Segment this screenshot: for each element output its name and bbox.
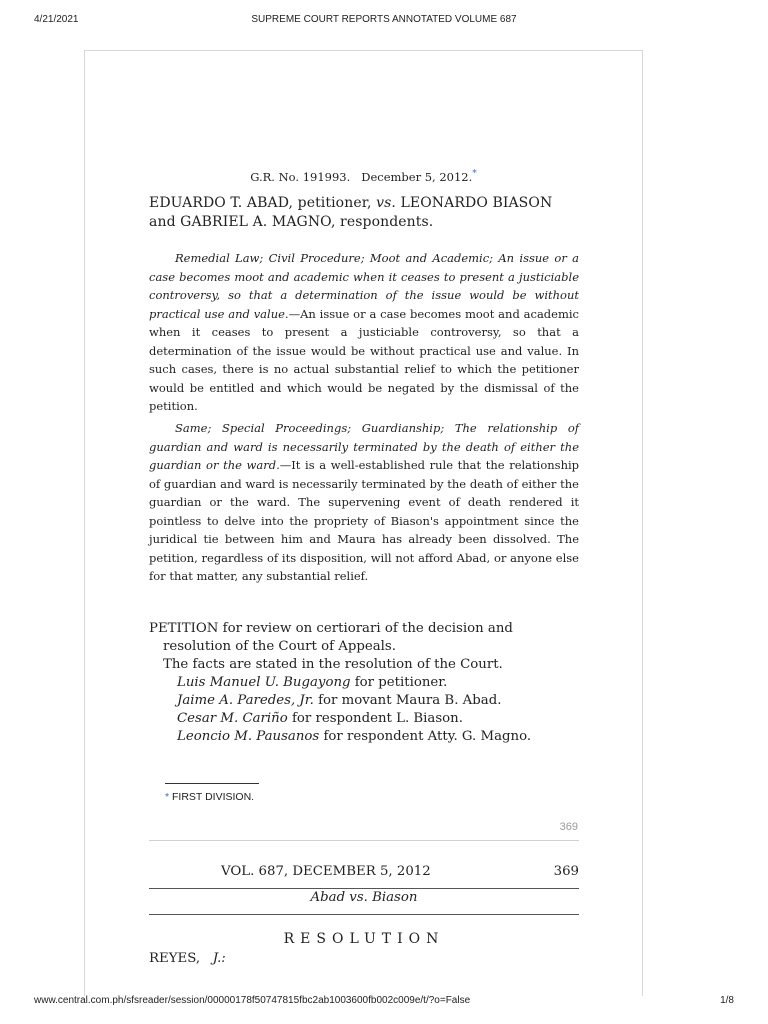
page-number: 369 — [559, 821, 578, 833]
print-footer — [0, 995, 768, 1015]
running-head-page: 369 — [553, 864, 579, 879]
case-number-line — [85, 169, 642, 184]
footnote-ref[interactable]: * — [472, 169, 477, 179]
gr-number: G.R. No. 191993. — [250, 169, 351, 184]
case-parties: EDUARDO T. ABAD, petitioner, vs. LEONARDO BIASON and GABRIEL A. MAGNO, respondents. — [149, 195, 553, 230]
counsel-line: Luis Manuel U. Bugayong for petitioner. — [177, 675, 448, 690]
decision-date: December 5, 2012. — [361, 169, 473, 184]
footnote-divider — [165, 783, 259, 784]
footnote-text: FIRST DIVISION. — [169, 791, 255, 803]
running-head — [149, 864, 579, 882]
footnote — [165, 791, 254, 803]
page-url: www.central.com.ph/sfsreader/session/00000178f50747815fbc2ab1003600fb002c009e/t/?o=False — [34, 995, 471, 1006]
document-page — [84, 50, 643, 996]
syllabus-body: —An issue or a case becomes moot and academic when it ceases to present a justiciable controversy, so that a determination of the issue would be without practical use and value. In such cases, there is no actual substantial relief to which the petitioner would be entitled and which would be negated by the dismissal of the petition. — [149, 306, 579, 413]
syllabus-paragraph — [149, 249, 579, 416]
petition-line: PETITION for review on certiorari of the decision and — [149, 621, 513, 636]
syllabus-heading: Remedial Law; Civil Procedure; Moot and Academic; An issue or a case becomes moot and academic when it ceases to present a justiciable controversy, so that a determination of the issue would be without practical use and value. — [149, 251, 579, 321]
running-case-name: Abad vs. Biason — [310, 890, 418, 905]
ponente-line: REYES, J.: — [149, 951, 226, 966]
syllabus-paragraph — [149, 419, 579, 586]
resolution-title: RESOLUTION — [283, 931, 445, 947]
respondent-name: LEONARDO BIASON — [395, 195, 553, 211]
counsel-name: Jaime A. Paredes, Jr. — [177, 693, 314, 708]
counsel-line: Jaime A. Paredes, Jr. for movant Maura B. Abad. — [177, 693, 502, 708]
syllabus-body: —It is a well-established rule that the relationship of guardian and ward is necessarily terminated by the death of either the guardian or the ward. The supervening event of death rendered it pointless to delve into the propriety of Biason's appointment since the juridical tie between him and Maura has already been dissolved. The petition, regardless of its disposition, will not afford Abad, or anyone else for that matter, any substantial relief. — [149, 458, 580, 583]
petition-section — [149, 620, 579, 746]
running-head-rule — [149, 888, 579, 889]
counsel-line: Cesar M. Cariño for respondent L. Biason. — [177, 711, 463, 726]
counsel-name: Luis Manuel U. Bugayong — [177, 675, 351, 690]
respondents-line: and GABRIEL A. MAGNO, respondents. — [149, 214, 434, 230]
syllabus-heading: Same; Special Proceedings; Guardianship; The relationship of guardian and ward is necessarily terminated by the death of either the guardian or the ward. — [149, 421, 579, 472]
print-date: 4/21/2021 — [34, 14, 79, 25]
running-head-rule — [149, 914, 579, 915]
print-page-count: 1/8 — [720, 995, 734, 1006]
ponente-name: REYES, — [149, 951, 201, 966]
volume-label: VOL. 687, DECEMBER 5, 2012 — [221, 864, 431, 879]
counsel-name: Cesar M. Cariño — [177, 711, 288, 726]
page-divider — [149, 840, 579, 841]
petitioner-name: EDUARDO T. ABAD — [149, 195, 289, 211]
counsel-name: Leoncio M. Pausanos — [177, 729, 320, 744]
footnote-mark[interactable]: * — [165, 791, 170, 803]
petition-line: resolution of the Court of Appeals. — [163, 639, 396, 654]
print-header — [0, 14, 768, 34]
print-title: SUPREME COURT REPORTS ANNOTATED VOLUME 687 — [251, 14, 517, 25]
facts-line: The facts are stated in the resolution of the Court. — [163, 657, 503, 672]
counsel-line: Leoncio M. Pausanos for respondent Atty. G. Magno. — [177, 729, 532, 744]
